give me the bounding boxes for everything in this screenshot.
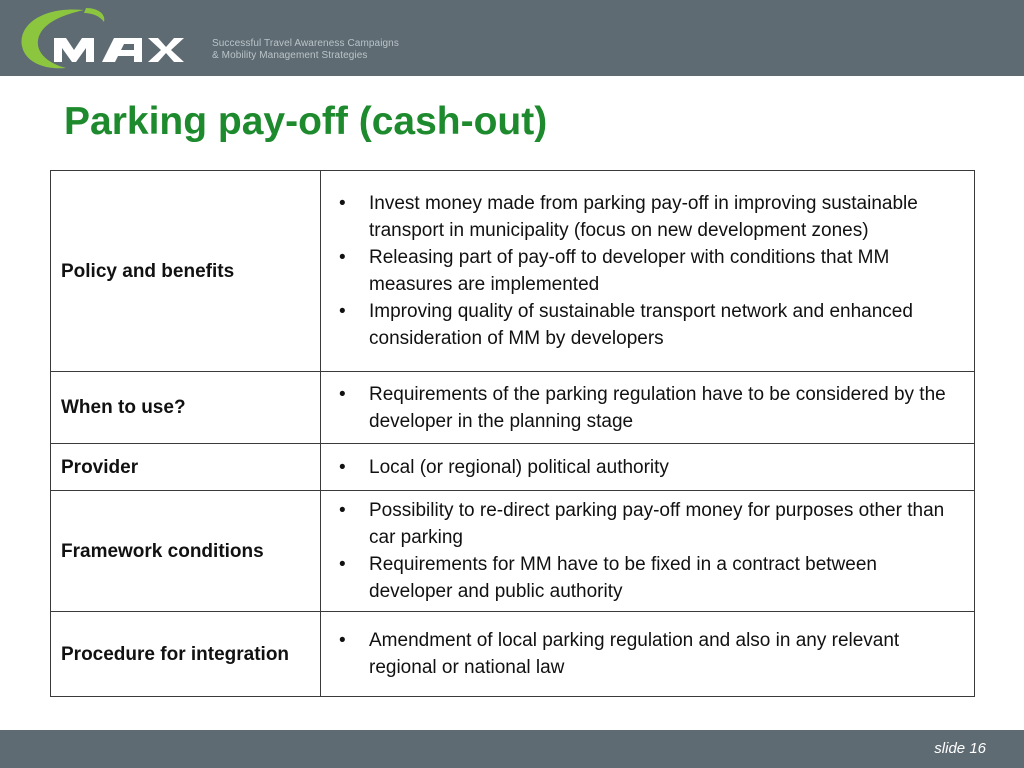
slide-number: slide 16 <box>934 740 986 757</box>
slide-title: Parking pay-off (cash-out) <box>64 100 548 143</box>
bullet-item: • Invest money made from parking pay-off in improving sustainable transport in municipality (focus on new development zones) <box>331 190 964 244</box>
table-row <box>51 444 975 491</box>
bullet-item: • Releasing part of pay-off to developer with conditions that MM measures are implemented <box>331 244 964 298</box>
tagline-line-2: & Mobility Management Strategies <box>212 50 368 61</box>
row-label: Framework conditions <box>51 491 321 612</box>
table-row <box>51 491 975 612</box>
bullet-item: • Improving quality of sustainable transport network and enhanced consideration of MM by developers <box>331 298 964 352</box>
bullet-item: • Amendment of local parking regulation and also in any relevant regional or national law <box>331 627 964 681</box>
row-label: Provider <box>51 444 321 491</box>
header-band <box>0 0 1024 76</box>
row-label: When to use? <box>51 372 321 444</box>
tagline-line-1: Successful Travel Awareness Campaigns <box>212 38 399 49</box>
row-label: Policy and benefits <box>51 171 321 372</box>
footer-band <box>0 730 1024 768</box>
table-row <box>51 171 975 372</box>
max-logo <box>14 4 204 74</box>
bullet-list <box>331 454 964 481</box>
row-label: Procedure for integration <box>51 612 321 697</box>
table-body <box>51 171 975 697</box>
table-row <box>51 612 975 697</box>
bullet-list <box>331 381 964 435</box>
row-content <box>321 372 975 444</box>
bullet-item: • Local (or regional) political authority <box>331 454 964 481</box>
bullet-item: • Requirements for MM have to be fixed in a contract between developer and public authority <box>331 551 964 605</box>
row-content <box>321 491 975 612</box>
bullet-list <box>331 627 964 681</box>
bullet-list <box>331 497 964 605</box>
bullet-item: • Possibility to re-direct parking pay-off money for purposes other than car parking <box>331 497 964 551</box>
row-content <box>321 171 975 372</box>
row-content <box>321 612 975 697</box>
info-table <box>50 170 975 697</box>
bullet-list <box>331 190 964 352</box>
logo-tagline <box>212 38 399 62</box>
row-content <box>321 444 975 491</box>
table-row <box>51 372 975 444</box>
bullet-item: • Requirements of the parking regulation have to be considered by the developer in the planning stage <box>331 381 964 435</box>
